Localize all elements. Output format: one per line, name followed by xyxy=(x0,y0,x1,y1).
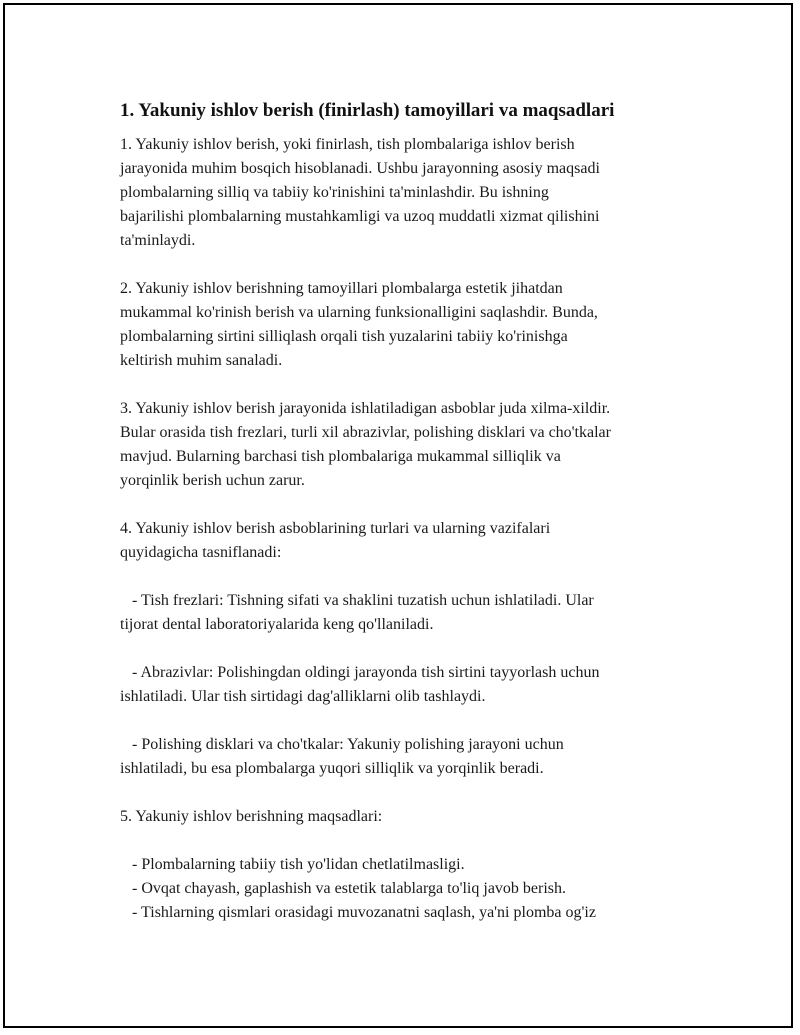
paragraph-4 xyxy=(120,517,680,565)
bullet-list-maqsadlar xyxy=(120,853,680,925)
text-line: yorqinlik berish uchun zarur. xyxy=(120,472,305,489)
list-item: - Plombalarning tabiiy tish yo'lidan chetlatilmasligi. xyxy=(120,856,465,873)
paragraph-1 xyxy=(120,133,680,253)
document-page xyxy=(3,3,793,1028)
text-line: 2. Yakuniy ishlov berishning tamoyillari plombalarga estetik jihatdan xyxy=(120,280,563,297)
text-line: bajarilishi plombalarning mustahkamligi va uzoq muddatli xizmat qilishini xyxy=(120,208,600,225)
text-line: ishlatiladi, bu esa plombalarga yuqori silliqlik va yorqinlik beradi. xyxy=(120,760,544,777)
bullet-polishing-disklari xyxy=(120,733,680,781)
paragraph-3 xyxy=(120,397,680,493)
text-line: - Abrazivlar: Polishingdan oldingi jarayonda tish sirtini tayyorlash uchun xyxy=(120,664,600,681)
document-title: 1. Yakuniy ishlov berish (finirlash) tamoyillari va maqsadlari xyxy=(120,100,615,121)
bullet-tish-frezlari xyxy=(120,589,680,637)
text-line: mukammal ko'rinish berish va ularning funksionalligini saqlashdir. Bunda, xyxy=(120,304,598,321)
text-line: Bular orasida tish frezlari, turli xil abrazivlar, polishing disklari va cho'tkalar xyxy=(120,424,611,441)
document-content xyxy=(120,98,680,925)
text-line: 1. Yakuniy ishlov berish, yoki finirlash, tish plombalariga ishlov berish xyxy=(120,136,575,153)
text-line: plombalarning sirtini silliqlash orqali tish yuzalarini tabiiy ko'rinishga xyxy=(120,328,568,345)
list-item: - Ovqat chayash, gaplashish va estetik talablarga to'liq javob berish. xyxy=(120,880,567,897)
text-line: 3. Yakuniy ishlov berish jarayonida ishlatiladigan asboblar juda xilma-xildir. xyxy=(120,400,611,417)
text-line: ishlatiladi. Ular tish sirtidagi dag'alliklarni olib tashlaydi. xyxy=(120,688,486,705)
paragraph-2 xyxy=(120,277,680,373)
paragraph-5-heading xyxy=(120,805,680,829)
text-line: plombalarning silliq va tabiiy ko'rinishini ta'minlashdir. Bu ishning xyxy=(120,184,549,201)
text-line: 5. Yakuniy ishlov berishning maqsadlari: xyxy=(120,808,383,825)
list-item: - Tishlarning qismlari orasidagi muvozanatni saqlash, ya'ni plomba og'iz xyxy=(120,904,596,921)
text-line: ta'minlaydi. xyxy=(120,232,196,249)
text-line: keltirish muhim sanaladi. xyxy=(120,352,283,369)
text-line: - Polishing disklari va cho'tkalar: Yakuniy polishing jarayoni uchun xyxy=(120,736,564,753)
text-line: 4. Yakuniy ishlov berish asboblarining turlari va ularning vazifalari xyxy=(120,520,551,537)
text-line: mavjud. Bularning barchasi tish plombalariga mukammal silliqlik va xyxy=(120,448,561,465)
bullet-abrazivlar xyxy=(120,661,680,709)
text-line: quyidagicha tasniflanadi: xyxy=(120,544,282,561)
text-line: tijorat dental laboratoriyalarida keng qo'llaniladi. xyxy=(120,616,434,633)
text-line: - Tish frezlari: Tishning sifati va shaklini tuzatish uchun ishlatiladi. Ular xyxy=(120,592,594,609)
text-line: jarayonida muhim bosqich hisoblanadi. Ushbu jarayonning asosiy maqsadi xyxy=(120,160,600,177)
